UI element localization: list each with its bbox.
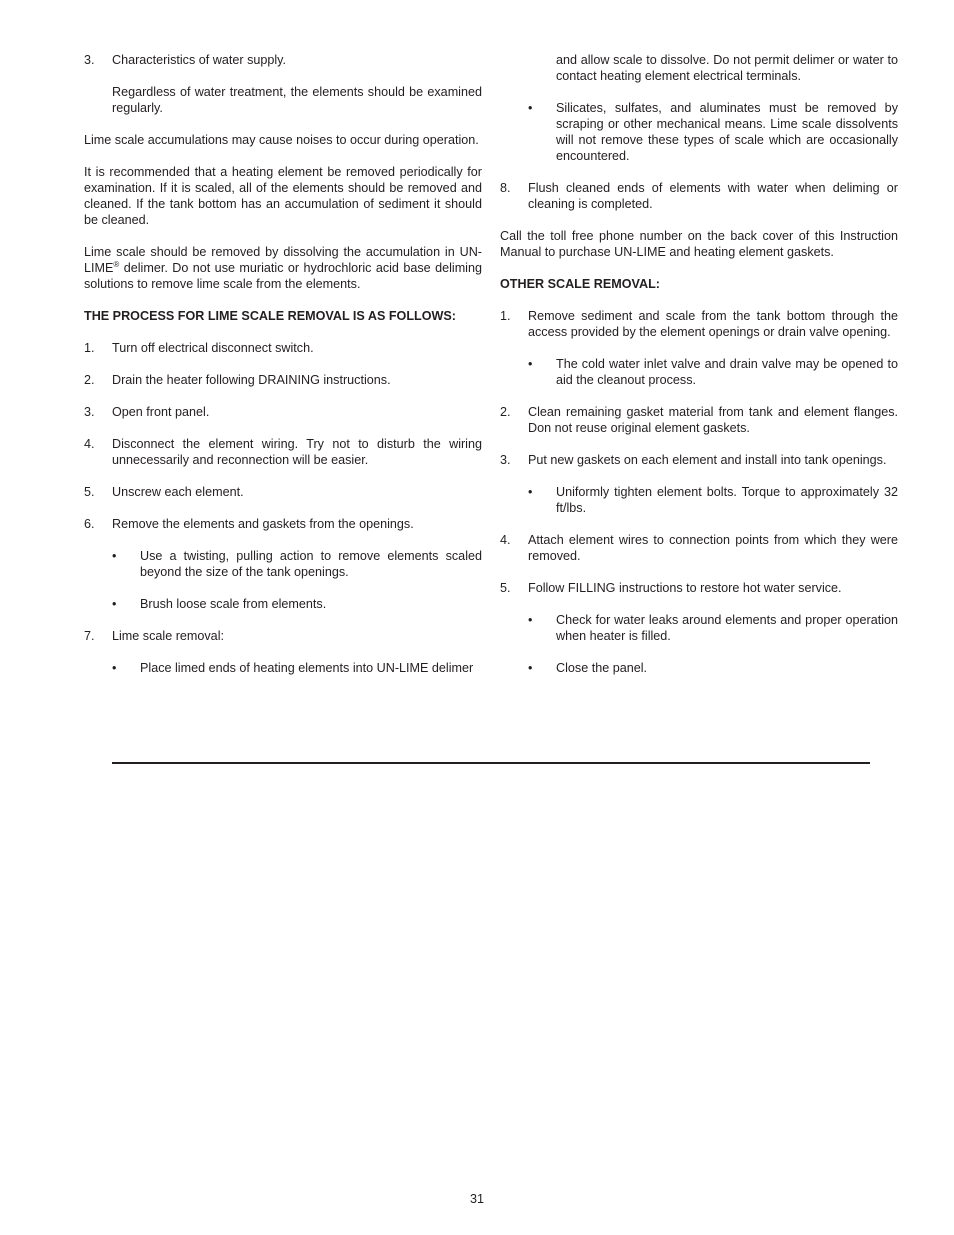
item-number: 4. bbox=[500, 533, 511, 547]
bullet-item bbox=[528, 612, 898, 644]
list-item bbox=[84, 436, 482, 468]
item-text: Drain the heater following DRAINING instructions. bbox=[112, 373, 391, 387]
bullet-icon: • bbox=[528, 357, 533, 371]
bullet-icon: • bbox=[112, 597, 117, 611]
bullet-icon: • bbox=[112, 549, 117, 563]
item-number: 5. bbox=[500, 581, 511, 595]
item-number: 7. bbox=[84, 629, 95, 643]
bullet-icon: • bbox=[528, 101, 533, 115]
bullet-text: Use a twisting, pulling action to remove elements scaled beyond the size of the tank openings. bbox=[140, 549, 482, 579]
item-number: 6. bbox=[84, 517, 95, 531]
list-item bbox=[84, 404, 482, 420]
bullet-text: The cold water inlet valve and drain valve may be opened to aid the cleanout process. bbox=[556, 357, 898, 387]
item-text: Turn off electrical disconnect switch. bbox=[112, 341, 314, 355]
item-text: Remove the elements and gaskets from the openings. bbox=[112, 517, 414, 531]
item-number: 8. bbox=[500, 181, 511, 195]
list-item bbox=[500, 452, 898, 468]
horizontal-divider bbox=[112, 762, 870, 764]
bullet-icon: • bbox=[528, 485, 533, 499]
bullet-item bbox=[528, 100, 898, 164]
paragraph: Lime scale accumulations may cause noises to occur during operation. bbox=[84, 133, 479, 147]
bullet-text: Check for water leaks around elements and proper operation when heater is filled. bbox=[556, 613, 898, 643]
item-text: Follow FILLING instructions to restore hot water service. bbox=[528, 581, 842, 595]
paragraph: Call the toll free phone number on the back cover of this Instruction Manual to purchase UN-LIME and heating element gaskets. bbox=[500, 229, 898, 259]
page-number: 31 bbox=[469, 1192, 484, 1206]
item-subtext: Regardless of water treatment, the elements should be examined regularly. bbox=[112, 85, 482, 115]
bullet-icon: • bbox=[528, 661, 533, 675]
paragraph bbox=[84, 244, 482, 292]
list-item bbox=[84, 628, 482, 644]
item-text: Disconnect the element wiring. Try not to disturb the wiring unnecessarily and reconnection will be easier. bbox=[112, 437, 482, 467]
item-text: Open front panel. bbox=[112, 405, 210, 419]
item-text: Remove sediment and scale from the tank bottom through the access provided by the element openings or drain valve opening. bbox=[528, 309, 898, 339]
paragraph: It is recommended that a heating element be removed periodically for examination. If it is scaled, all of the elements should be removed and cleaned. If the tank bottom has an accumulation of sediment it should be cleaned. bbox=[84, 165, 482, 227]
item-number: 5. bbox=[84, 485, 95, 499]
paragraph-text: delimer. Do not use muriatic or hydrochloric acid base deliming solutions to remove lime scale from the elements. bbox=[84, 261, 482, 291]
item-number: 3. bbox=[500, 453, 511, 467]
item-text: Unscrew each element. bbox=[112, 485, 244, 499]
bullet-text: Silicates, sulfates, and aluminates must be removed by scraping or other mechanical means. Lime scale dissolvents will not remove these types of scale which are occasionally encountered. bbox=[556, 101, 898, 163]
item-number: 1. bbox=[84, 341, 95, 355]
list-item bbox=[500, 532, 898, 564]
section-heading: THE PROCESS FOR LIME SCALE REMOVAL IS AS FOLLOWS: bbox=[84, 309, 456, 323]
list-item bbox=[500, 180, 898, 212]
left-column bbox=[84, 52, 482, 692]
bullet-item bbox=[528, 484, 898, 516]
bullet-item bbox=[112, 596, 482, 612]
bullet-item bbox=[528, 660, 898, 676]
item-text: Put new gaskets on each element and install into tank openings. bbox=[528, 453, 887, 467]
item-number: 4. bbox=[84, 437, 95, 451]
bullet-text: Brush loose scale from elements. bbox=[140, 597, 327, 611]
right-column bbox=[500, 52, 898, 692]
item-number: 3. bbox=[84, 405, 95, 419]
registered-mark: ® bbox=[113, 259, 120, 269]
item-text: Lime scale removal: bbox=[112, 629, 224, 643]
bullet-continuation: and allow scale to dissolve. Do not permit delimer or water to contact heating element electrical terminals. bbox=[556, 53, 898, 83]
item-number: 3. bbox=[84, 53, 95, 67]
item-text: Attach element wires to connection points from which they were removed. bbox=[528, 533, 898, 563]
list-item bbox=[84, 52, 482, 68]
paragraph-text: Lime scale should be removed by dissolving the accumulation in UN-LIME bbox=[84, 245, 482, 275]
list-item bbox=[500, 308, 898, 340]
bullet-item bbox=[112, 660, 482, 676]
list-item bbox=[500, 404, 898, 436]
section-heading: OTHER SCALE REMOVAL: bbox=[500, 277, 660, 291]
bullet-item bbox=[112, 548, 482, 580]
bullet-text: Close the panel. bbox=[556, 661, 648, 675]
list-item bbox=[84, 372, 482, 388]
list-item bbox=[84, 340, 482, 356]
bullet-text: Uniformly tighten element bolts. Torque to approximately 32 ft/lbs. bbox=[556, 485, 898, 515]
list-item bbox=[500, 580, 898, 596]
item-text: Flush cleaned ends of elements with water when deliming or cleaning is completed. bbox=[528, 181, 898, 211]
list-item bbox=[84, 484, 482, 500]
item-text: Clean remaining gasket material from tank and element flanges. Don not reuse original element gaskets. bbox=[528, 405, 898, 435]
item-number: 1. bbox=[500, 309, 511, 323]
bullet-icon: • bbox=[112, 661, 117, 675]
item-text: Characteristics of water supply. bbox=[112, 53, 287, 67]
bullet-text: Place limed ends of heating elements into UN-LIME delimer bbox=[140, 661, 474, 675]
item-number: 2. bbox=[84, 373, 95, 387]
bullet-item bbox=[528, 356, 898, 388]
bullet-icon: • bbox=[528, 613, 533, 627]
item-number: 2. bbox=[500, 405, 511, 419]
list-item bbox=[84, 516, 482, 532]
